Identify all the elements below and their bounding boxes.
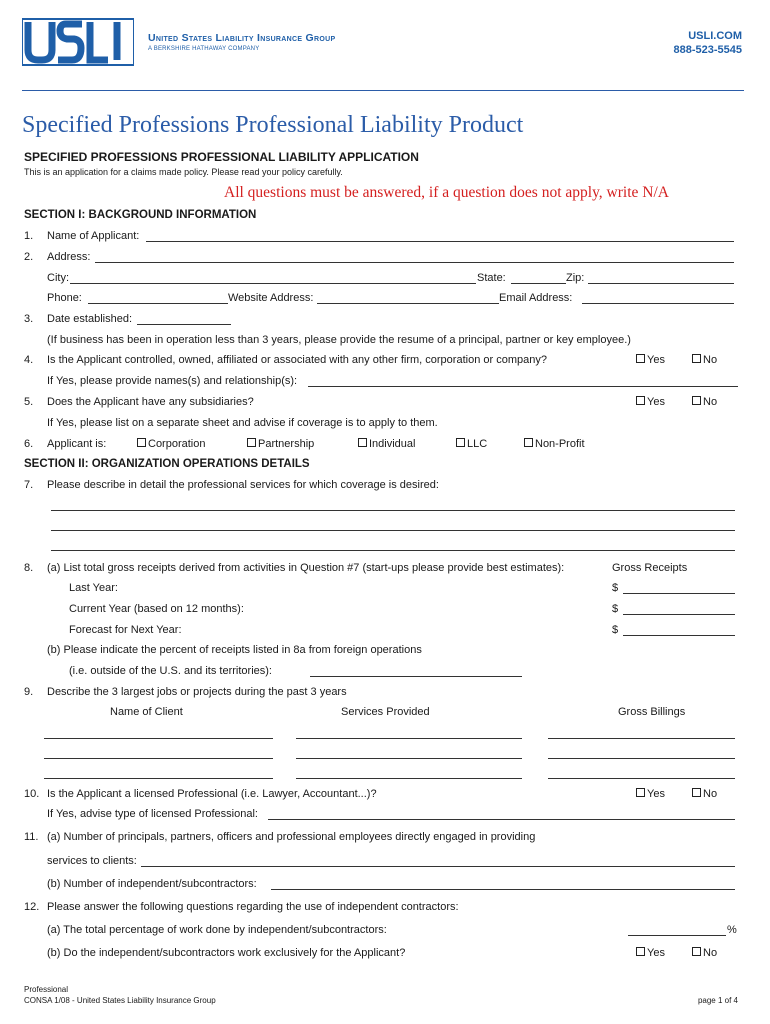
q4-no-checkbox[interactable]: No [692, 353, 717, 367]
q12b-yes-checkbox[interactable]: Yes [636, 946, 665, 960]
forecast-receipts-field[interactable] [623, 635, 735, 636]
q11a-sub-label: services to clients: [47, 855, 137, 867]
forecast-label: Forecast for Next Year: [69, 624, 182, 636]
footer-form-code: CONSA 1/08 - United States Liability Insurance Group [24, 996, 216, 1005]
subcontractors-count-field[interactable] [271, 889, 735, 890]
page-number: page 1 of 4 [697, 996, 738, 1005]
q9-label: Describe the 3 largest jobs or projects during the past 3 years [47, 686, 347, 698]
services-description-line-1[interactable] [51, 510, 735, 511]
phone-label: Phone: [47, 292, 82, 304]
checkbox-icon [636, 354, 645, 363]
header-rule [22, 90, 744, 91]
q3-label: Date established: [47, 313, 132, 325]
job2-services-field[interactable] [296, 758, 522, 759]
job1-services-field[interactable] [296, 738, 522, 739]
q1-label: Name of Applicant: [47, 230, 140, 242]
dollar-sign: $ [612, 582, 619, 594]
last-year-receipts-field[interactable] [623, 593, 735, 594]
q6-label: Applicant is: [47, 438, 107, 450]
foreign-receipts-field[interactable] [310, 676, 522, 677]
usli-logo [22, 18, 134, 66]
email-label: Email Address: [499, 292, 573, 304]
partnership-checkbox[interactable]: Partnership [247, 437, 314, 451]
q4-follow-label: If Yes, please provide names(s) and relationship(s): [47, 375, 298, 387]
checkbox-icon [636, 947, 645, 956]
q5-yes-checkbox[interactable]: Yes [636, 395, 665, 409]
usli-logo-mark [22, 18, 134, 66]
q4-number: 4. [24, 354, 34, 366]
q12b-no-checkbox[interactable]: No [692, 946, 717, 960]
job3-client-field[interactable] [44, 778, 273, 779]
individual-checkbox[interactable]: Individual [358, 437, 415, 451]
checkbox-icon [636, 396, 645, 405]
q10-yes-checkbox[interactable]: Yes [636, 787, 665, 801]
q6-number: 6. [24, 438, 34, 450]
q7-label: Please describe in detail the professional services for which coverage is desired: [47, 479, 439, 491]
q10-follow-label: If Yes, advise type of licensed Professional: [47, 808, 258, 820]
col-name-of-client: Name of Client [110, 706, 183, 718]
q4-yes-checkbox[interactable]: Yes [636, 353, 665, 367]
header-phone: 888-523-5545 [673, 44, 742, 56]
q3-note: (If business has been in operation less than 3 years, please provide the resume of a principal, partner or key employee.) [47, 334, 631, 346]
site-url[interactable]: USLI.COM [688, 30, 742, 42]
zip-label: Zip: [566, 272, 585, 284]
q9-number: 9. [24, 686, 34, 698]
relationships-field[interactable] [308, 386, 738, 387]
col-gross-billings: Gross Billings [618, 706, 686, 718]
gross-receipts-header: Gross Receipts [612, 562, 688, 574]
checkbox-icon [456, 438, 465, 447]
warning-text: All questions must be answered, if a question does not apply, write N/A [224, 184, 669, 201]
q5-follow-label: If Yes, please list on a separate sheet and advise if coverage is to apply to them. [47, 417, 438, 429]
logo-text [22, 18, 24, 19]
col-services-provided: Services Provided [341, 706, 430, 718]
job2-billings-field[interactable] [548, 758, 735, 759]
q12a-label: (a) The total percentage of work done by independent/subcontractors: [47, 924, 387, 936]
q5-number: 5. [24, 396, 34, 408]
dollar-sign: $ [612, 624, 619, 636]
page-title: Specified Professions Professional Liability Product [22, 112, 524, 138]
state-label: State: [477, 272, 506, 284]
job3-services-field[interactable] [296, 778, 522, 779]
city-field[interactable] [70, 283, 476, 284]
checkbox-icon [692, 396, 701, 405]
zip-field[interactable] [588, 283, 734, 284]
job1-client-field[interactable] [44, 738, 273, 739]
q10-no-checkbox[interactable]: No [692, 787, 717, 801]
job3-billings-field[interactable] [548, 778, 735, 779]
q8b-sub-label: (i.e. outside of the U.S. and its territories): [69, 665, 272, 677]
applicant-name-field[interactable] [146, 241, 734, 242]
non-profit-checkbox[interactable]: Non-Profit [524, 437, 585, 451]
city-label: City: [47, 272, 69, 284]
q1-number: 1. [24, 230, 34, 242]
current-year-label: Current Year (based on 12 months): [69, 603, 244, 615]
state-field[interactable] [511, 283, 566, 284]
q2-label: Address: [47, 251, 91, 263]
job1-billings-field[interactable] [548, 738, 735, 739]
website-field[interactable] [317, 303, 499, 304]
q11-number: 11. [24, 831, 39, 843]
q8b-label: (b) Please indicate the percent of receipts listed in 8a from foreign operations [47, 644, 422, 656]
address-field[interactable] [95, 262, 734, 263]
q8-number: 8. [24, 562, 34, 574]
q11a-label: (a) Number of principals, partners, officers and professional employees directly engaged in providing [47, 831, 536, 843]
last-year-label: Last Year: [69, 582, 118, 594]
footer-form-type: Professional [24, 985, 69, 994]
q11b-label: (b) Number of independent/subcontractors: [47, 878, 257, 890]
q10-label: Is the Applicant a licensed Professional (i.e. Lawyer, Accountant...)? [47, 788, 377, 800]
subcontractor-percentage-field[interactable] [628, 935, 726, 936]
q4-label: Is the Applicant controlled, owned, affiliated or associated with any other firm, corporation or company? [47, 354, 547, 366]
q7-number: 7. [24, 479, 34, 491]
licensed-professional-type-field[interactable] [268, 819, 735, 820]
q12b-label: (b) Do the independent/subcontractors work exclusively for the Applicant? [47, 947, 406, 959]
q10-number: 10. [24, 788, 40, 800]
date-established-field[interactable] [137, 324, 231, 325]
q3-number: 3. [24, 313, 34, 325]
percent-sign: % [727, 924, 737, 936]
services-description-line-2[interactable] [51, 530, 735, 531]
checkbox-icon [247, 438, 256, 447]
q2-number: 2. [24, 251, 34, 263]
company-subtitle: A BERKSHIRE HATHAWAY COMPANY [148, 46, 260, 52]
q8a-label: (a) List total gross receipts derived from activities in Question #7 (start-ups please provide best estimates): [47, 562, 565, 574]
dollar-sign: $ [612, 603, 619, 615]
services-description-line-3[interactable] [51, 550, 735, 551]
email-field[interactable] [582, 303, 734, 304]
section1-heading: SECTION I: BACKGROUND INFORMATION [24, 209, 257, 221]
company-name: United States Liability Insurance Group [148, 32, 336, 44]
checkbox-icon [524, 438, 533, 447]
phone-field[interactable] [88, 303, 228, 304]
website-label: Website Address: [228, 292, 314, 304]
job2-client-field[interactable] [44, 758, 273, 759]
q5-label: Does the Applicant have any subsidiaries? [47, 396, 254, 408]
checkbox-icon [692, 947, 701, 956]
principals-count-field[interactable] [141, 866, 735, 867]
app-heading: SPECIFIED PROFESSIONS PROFESSIONAL LIABILITY APPLICATION [24, 150, 419, 164]
q5-no-checkbox[interactable]: No [692, 395, 717, 409]
q12-label: Please answer the following questions regarding the use of independent contractors: [47, 901, 459, 913]
checkbox-icon [636, 788, 645, 797]
checkbox-icon [692, 354, 701, 363]
checkbox-icon [692, 788, 701, 797]
q12-number: 12. [24, 901, 40, 913]
app-note: This is an application for a claims made policy. Please read your policy carefully. [24, 167, 343, 177]
llc-checkbox[interactable]: LLC [456, 437, 487, 451]
checkbox-icon [137, 438, 146, 447]
corporation-checkbox[interactable]: Corporation [137, 437, 205, 451]
section2-heading: SECTION II: ORGANIZATION OPERATIONS DETAILS [24, 458, 310, 470]
current-year-receipts-field[interactable] [623, 614, 735, 615]
checkbox-icon [358, 438, 367, 447]
